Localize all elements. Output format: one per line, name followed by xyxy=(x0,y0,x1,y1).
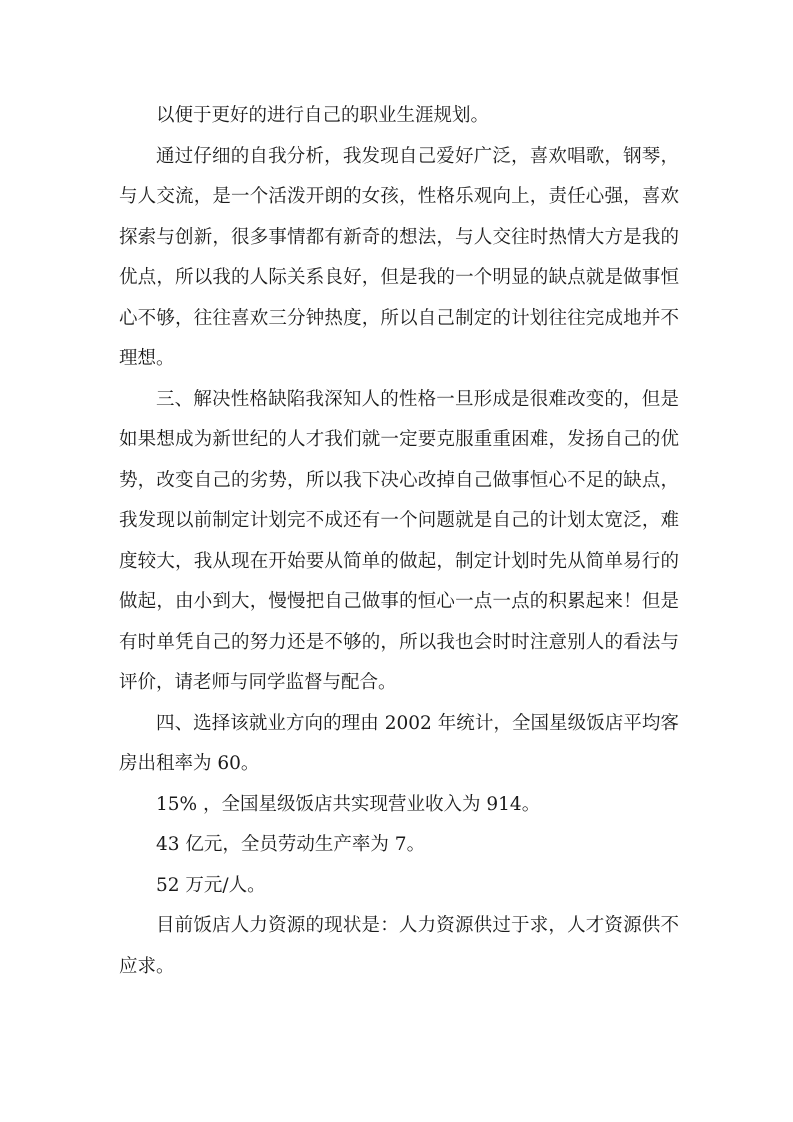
body-text xyxy=(119,96,679,987)
paragraph-career-planning: 以便于更好的进行自己的职业生涯规划。 xyxy=(156,105,490,126)
paragraph-employment-reason: 四、选择该就业方向的理由 2002 年统计，全国星级饭店平均客房出租率为 60。 xyxy=(119,712,679,774)
paragraph-fix-character-flaws: 三、解决性格缺陷我深知人的性格一旦形成是很难改变的，但是如果想成为新世纪的人才我们就一定要克服重重困难，发扬自己的优势，改变自己的劣势，所以我下决心改掉自己做事恒心不足的缺点，我发现以前制定计划完不成还有一个问题就是自己的计划太宽泛，难度较大，我从现在开始要从简单的做起，制定计划时先从简单易行的做起，由小到大，慢慢把自己做事的恒心一点一点的积累起来！但是有时单凭自己的努力还是不够的，所以我也会时时注意别人的看法与评价，请老师与同学监督与配合。 xyxy=(119,388,679,693)
paragraph-per-person: 52 万元/人。 xyxy=(156,874,266,896)
paragraph-self-analysis: 通过仔细的自我分析，我发现自己爱好广泛，喜欢唱歌，钢琴，与人交流，是一个活泼开朗的女孩，性格乐观向上，责任心强，喜欢探索与创新，很多事情都有新奇的想法，与人交往时热情大方是我的优点，所以我的人际关系良好，但是我的一个明显的缺点就是做事恒心不够，往往喜欢三分钟热度，所以自己制定的计划往往完成地并不理想。 xyxy=(119,145,679,369)
paragraph-revenue: 15% ，全国星级饭店共实现营业收入为 914。 xyxy=(156,793,541,815)
paragraph-hr-status: 目前饭店人力资源的现状是：人力资源供过于求，人才资源供不应求。 xyxy=(119,915,679,977)
paragraph-productivity: 43 亿元，全员劳动生产率为 7。 xyxy=(156,834,426,855)
